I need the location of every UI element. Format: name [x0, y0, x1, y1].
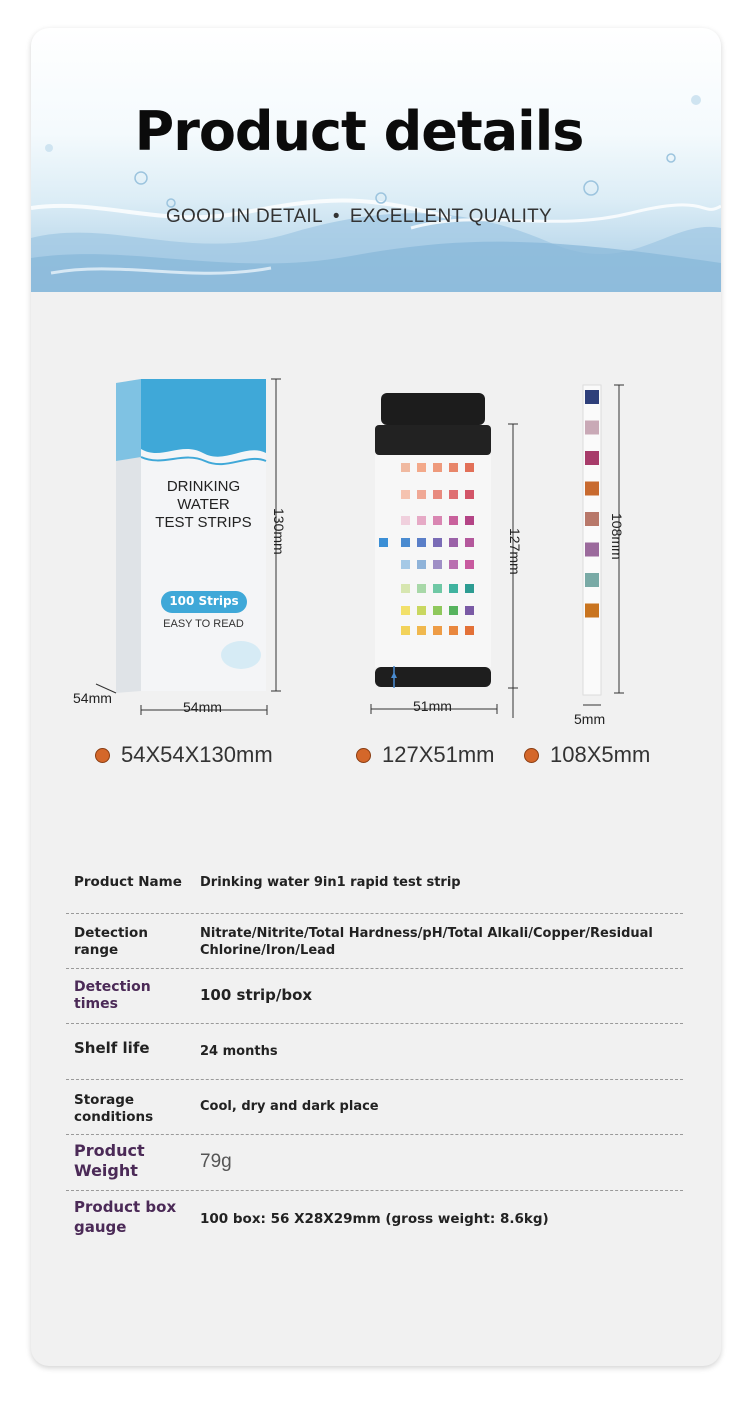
hero-banner	[31, 28, 721, 292]
box-dimensions-caption: 54X54X130mm	[95, 742, 273, 768]
box-depth-label: 54mm	[73, 690, 112, 706]
spec-value: 100 box: 56 X28X29mm (gross weight: 8.6kg)	[200, 1211, 549, 1227]
tagline-left: GOOD IN DETAIL	[165, 206, 323, 227]
spec-row-product-box-gauge	[66, 1190, 683, 1251]
spec-label: Product Weight	[74, 1141, 145, 1180]
bottle-height-label: 127mm	[507, 528, 523, 575]
spec-value: Drinking water 9in1 rapid test strip	[200, 875, 461, 890]
box-strips-badge: 100 Strips	[169, 594, 239, 608]
strip-pad	[585, 451, 599, 465]
box-brand-line1: DRINKING WATER	[166, 478, 241, 513]
page-title: Product details	[134, 100, 584, 163]
strip-pad	[585, 573, 599, 587]
test-strip-bottle	[361, 388, 526, 718]
product-details-card	[31, 28, 721, 1366]
strip-pad	[585, 543, 599, 557]
single-test-strip	[561, 383, 671, 728]
box-width-label: 54mm	[183, 699, 222, 715]
strip-pad	[585, 512, 599, 526]
spec-row-product-weight	[66, 1134, 683, 1191]
spec-row-detection-times	[66, 968, 683, 1024]
test-strip-box	[71, 373, 287, 718]
spec-value: Cool, dry and dark place	[200, 1099, 379, 1114]
bullet-icon	[356, 748, 371, 763]
bottle-illustration	[361, 388, 526, 718]
tagline-separator: •	[332, 206, 340, 227]
bottle-dimensions-caption: 127X51mm	[356, 742, 495, 768]
strip-dimensions-caption: 108X5mm	[524, 742, 650, 768]
spec-label: Storage conditions	[74, 1092, 154, 1125]
spec-label: Detection times	[74, 979, 151, 1012]
strip-pad	[585, 604, 599, 618]
spec-row-product-name	[66, 858, 683, 913]
spec-label: Detection range	[74, 925, 148, 958]
spec-label: Shelf life	[74, 1039, 150, 1057]
bottle-width-label: 51mm	[413, 698, 452, 714]
spec-value: 100 strip/box	[200, 986, 313, 1004]
tagline	[31, 206, 687, 228]
spec-row-storage-conditions	[66, 1079, 683, 1135]
box-illustration	[71, 373, 281, 718]
spec-row-detection-range	[66, 913, 683, 969]
box-brand-line2: TEST STRIPS	[155, 514, 252, 531]
spec-value: Nitrate/Nitrite/Total Hardness/pH/Total Alkali/Copper/Residual Chlorine/Iron/Lead	[200, 926, 653, 958]
strip-pad	[585, 421, 599, 435]
spec-row-shelf-life	[66, 1023, 683, 1080]
strip-pad	[585, 482, 599, 496]
bullet-icon	[524, 748, 539, 763]
spec-value: 79g	[200, 1151, 232, 1172]
bullet-icon	[95, 748, 110, 763]
strip-height-label: 108mm	[609, 513, 625, 560]
tagline-right: EXCELLENT QUALITY	[349, 206, 553, 227]
box-height-label: 130mm	[271, 508, 287, 555]
spec-value: 24 months	[200, 1044, 278, 1059]
strip-width-label: 5mm	[574, 711, 606, 727]
spec-label: Product Name	[74, 874, 182, 890]
strip-pad	[585, 390, 599, 404]
spec-label: Product box gauge	[74, 1198, 177, 1236]
box-note: EASY TO READ	[163, 618, 244, 630]
